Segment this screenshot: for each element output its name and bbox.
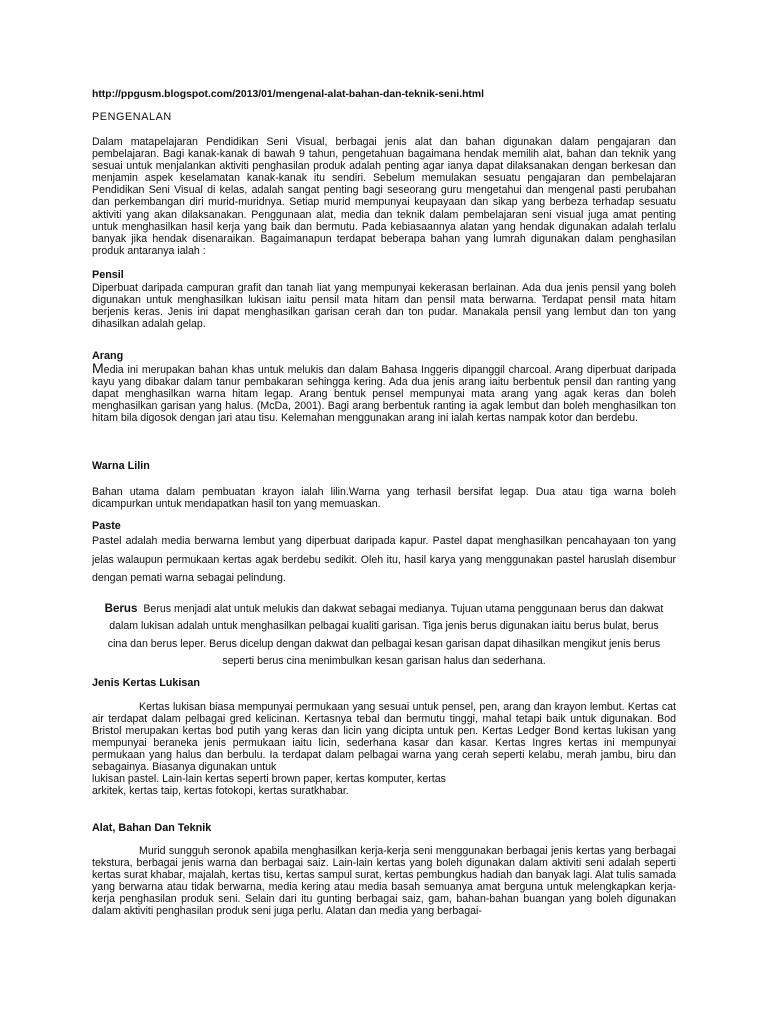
heading-warna-lilin: Warna Lilin <box>92 460 150 472</box>
berus-line-1 <box>92 600 676 618</box>
berus-line-4: seperti berus cina menimbulkan kesan garisan halus dan sederhana. <box>222 655 546 668</box>
jenis-kertas-extra <box>92 773 676 797</box>
paragraph-jenis-kertas: Kertas lukisan biasa mempunyai permukaan yang sesuai untuk pensel, pen, arang dan krayon lembut. Kertas cat air terdapat dalam pelbagai gred kelicinan. Kertasnya tebal dan bermutu tinggi, mahal tetapi baik untuk digunakan. Bod Bristol merupakan kertas bod putih yang keras dan licin yang dicipta untuk pen. Kertas Ledger Bond kertas lukisan yang mempunyai beraneka jenis permukaan iaitu licin, sederhana kasar dan kasar. Kertas Ingres kertas ini mempunyai permukaan yang halus dan berbulu. Ia terdapat dalam pelbagai warna yang cerah seperti kelabu, merah jambu, biru dan sebagainya. Biasanya digunakan untuk <box>92 701 676 774</box>
jenis-kertas-extra-line-2: arkitek, kertas taip, kertas fotokopi, kertas suratkhabar. <box>92 785 349 798</box>
paragraph-pensil: Diperbuat daripada campuran grafit dan tanah liat yang mempunyai kekerasan berlainan. Ada dua jenis pensil yang boleh digunakan untuk menghasilkan lukisan iaitu pensil mata hitam dan pensil mata berwarna. Terdapat pensil mata hitam berjenis keras. Jenis ini dapat menghasilkan garisan cerah dan ton pudar. Manakala pensil yang lembut dan ton yang dihasilkan adalah gelap. <box>92 282 676 331</box>
berus-line-2: dalam lukisan adalah untuk menghasilkan pelbagai kualiti garisan. Tiga jenis berus digunakan iaitu berus bulat, berus <box>109 620 659 633</box>
heading-jenis-kertas: Jenis Kertas Lukisan <box>92 677 201 689</box>
heading-paste: Paste <box>92 520 121 532</box>
jenis-kertas-extra-line-1: lukisan pastel. Lain-lain kertas seperti brown paper, kertas komputer, kertas <box>92 773 446 785</box>
heading-pengenalan: PENGENALAN <box>92 111 172 123</box>
paragraph-warna-lilin: Bahan utama dalam pembuatan krayon ialah lilin.Warna yang terhasil bersifat legap. Dua atau tiga warna boleh dicampurkan untuk mendapatkan hasil ton yang memuaskan. <box>92 486 676 511</box>
heading-berus: Berus <box>104 602 138 615</box>
paragraph-arang <box>92 362 676 424</box>
section-berus <box>92 600 676 671</box>
paragraph-pengenalan: Dalam matapelajaran Pendidikan Seni Visual, berbagai jenis alat dan bahan digunakan dalam pengajaran dan pembelajaran. Bagi kanak-kanak di bawah 9 tahun, pengetahuan bagaimana hendak memilih alat, bahan dan teknik yang sesuai untuk menjalankan aktiviti penghasilan produk adalah penting agar ianya dapat dilaksanakan dengan berkesan dan menjamin aspek keselamatan kanak-kanak itu sendiri. Sebelum memulakan sesuatu pengajaran dan pembelajaran Pendidikan Seni Visual di kelas, adalah sangat penting bagi seseorang guru mengetahui dan mengenal pasti perubahan dan perkembangan diri murid-muridnya. Setiap murid mempunyai keupayaan dan sikap yang berbeza terhadap sesuatu aktiviti yang akan dilaksanakan. Penggunaan alat, media dan teknik dalam pembelajaran seni visual juga amat penting untuk menghasilkan hasil kerja yang baik dan bermutu. Pada kebiasaannya alatan yang hendak digunakan adalah terlalu banyak jika hendak disenaraikan. Bagaimanapun terdapat beberapa bahan yang lumrah digunakan dalam penghasilan produk antaranya ialah : <box>92 136 676 257</box>
arang-initial-letter: M <box>92 360 104 376</box>
berus-line-3: cina dan berus leper. Berus dicelup dengan dakwat dan pelbagai kesan garisan dapat dihasilkan mengikut jenis berus <box>107 637 661 650</box>
heading-pensil: Pensil <box>92 269 124 281</box>
paragraph-paste: Pastel adalah media berwarna lembut yang diperbuat daripada kapur. Pastel dapat menghasilkan pencahayaan ton yang jelas walaupun permukaan kertas agak berdebu sedikit. Oleh itu, hasil karya yang menggunakan pastel haruslah disembur dengan pemati warna sebagai pelindung. <box>92 535 676 585</box>
arang-body-text: edia ini merupakan bahan khas untuk melukis dan dalam Bahasa Inggeris dipanggil charcoal. Arang diperbuat daripada kayu yang dibakar dalam tanur pembakaran sehingga kering. Ada dua jenis arang iaitu berbentuk pensil dan ranting yang dapat menghasilkan warna hitam legap. Arang bentuk pensel mempunyai mata arang yang agak keras dan boleh menghasilkan garisan yang halus. (McDa, 2001). Bagi arang berbentuk ranting ia agak lembut dan boleh menghasilkan ton hitam bila digosok dengan jari atau tisu. Kelemahan menggunakan arang ini ialah kertas nampak kotor dan berdebu. <box>92 364 676 425</box>
source-url[interactable]: http://ppgusm.blogspot.com/2013/01/mengenal-alat-bahan-dan-teknik-seni.html <box>92 89 485 100</box>
heading-arang: Arang <box>92 350 124 362</box>
berus-text-1: Berus menjadi alat untuk melukis dan dakwat sebagai medianya. Tujuan utama penggunaan berus dan dakwat <box>143 603 664 615</box>
heading-alat-bahan-teknik: Alat, Bahan Dan Teknik <box>92 822 212 834</box>
paragraph-alat-bahan-teknik: Murid sungguh seronok apabila menghasilkan kerja-kerja seni menggunakan berbagai jenis kertas yang berbagai tekstura, berbagai jenis warna dan berbagai saiz. Lain-lain kertas yang boleh digunakan dalam aktiviti seni adalah seperti kertas surat khabar, majalah, kertas tisu, kertas sampul surat, kertas pembungkus hadiah dan banyak lagi. Alat tulis samada yang berwarna atau tidak berwarna, media kering atau media basah semuanya amat berguna untuk melengkapkan kerja-kerja penghasilan produk seni. Selain dari itu gunting berbagai saiz, gam, bahan-bahan buangan yang boleh digunakan dalam aktiviti penghasilan produk seni juga perlu. Alatan dan media yang berbagai- <box>92 845 676 918</box>
